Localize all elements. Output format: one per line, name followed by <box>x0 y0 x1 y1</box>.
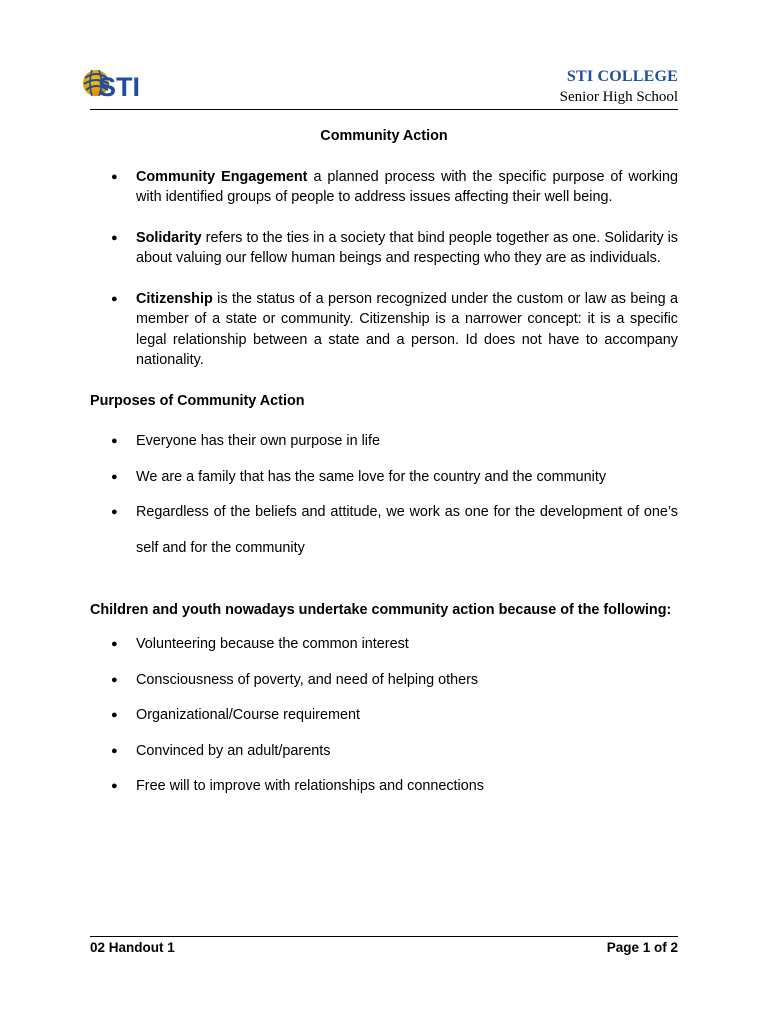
definitions-list <box>90 167 678 371</box>
list-item: ● Free will to improve with relationships and connections <box>90 776 678 797</box>
list-item <box>90 228 678 269</box>
definition-text: is the status of a person recognized under the custom or law as being a member of a state or community. Citizenship is a narrower concept: it is a specific legal relationship between a state and a person. Id does not have to accompany nationality. <box>136 290 678 368</box>
definition-text: refers to the ties in a society that bind people together as one. Solidarity is about valuing our fellow human beings and respecting who they are as individuals. <box>136 229 678 266</box>
list-item: ● We are a family that has the same love for the country and the community <box>90 467 678 488</box>
sti-logo <box>82 66 148 102</box>
list-item: ● Convinced by an adult/parents <box>90 741 678 762</box>
list-item: ● Consciousness of poverty, and need of helping others <box>90 670 678 691</box>
purposes-list <box>90 431 678 566</box>
page-title: Community Action <box>320 128 448 144</box>
definition-term: Solidarity <box>136 229 202 246</box>
page-number: Page 1 of 2 <box>606 940 678 955</box>
list-item: ● Everyone has their own purpose in life <box>90 431 678 452</box>
logo-text: STI <box>98 72 141 102</box>
footer-rule <box>90 936 678 937</box>
list-item: ● Volunteering because the common interest <box>90 634 678 655</box>
handout-body <box>90 126 678 812</box>
page-header <box>82 62 678 108</box>
purposes-heading: Purposes of Community Action <box>90 392 305 409</box>
list-item: ● Organizational/Course requirement <box>90 705 678 726</box>
list-item <box>90 167 678 208</box>
college-name: STI COLLEGE <box>566 68 678 85</box>
school-name: Senior High School <box>559 89 678 105</box>
reasons-list <box>90 634 678 797</box>
youth-heading: Children and youth nowadays undertake community action because of the following: <box>90 602 672 618</box>
definition-text: a planned process with the specific purpose of working with identified groups of people to address issues affecting their well being. <box>136 168 678 205</box>
list-item: ● Regardless of the beliefs and attitude, we work as one for the development of one’s self and for the community <box>90 494 678 566</box>
definition-term: Citizenship <box>136 290 213 307</box>
handout-label: 02 Handout 1 <box>90 940 175 955</box>
header-rule <box>90 109 678 110</box>
definition-term: Community Engagement <box>136 168 308 185</box>
list-item <box>90 289 678 371</box>
